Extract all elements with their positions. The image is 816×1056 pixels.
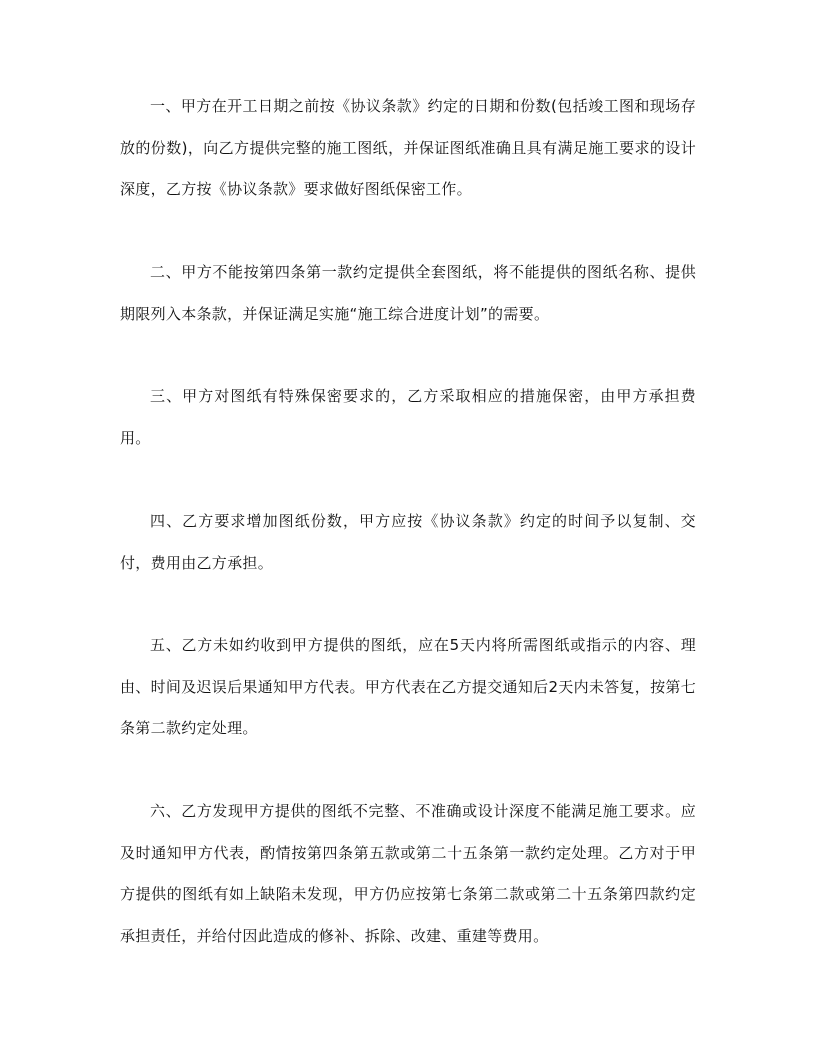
clause-paragraph-4: 四、乙方要求增加图纸份数，甲方应按《协议条款》约定的时间予以复制、交付，费用由乙方承担。 <box>120 512 696 572</box>
clause-paragraph-2: 二、甲方不能按第四条第一款约定提供全套图纸，将不能提供的图纸名称、提供期限列入本条款，并保证满足实施“施工综合进度计划”的需要。 <box>120 263 696 323</box>
clause-paragraph-1: 一、甲方在开工日期之前按《协议条款》约定的日期和份数(包括竣工图和现场存放的份数)，向乙方提供完整的施工图纸，并保证图纸准确且具有满足施工要求的设计深度，乙方按《协议条款》要求做好图纸保密工作。 <box>120 97 696 198</box>
clause-paragraph-6: 六、乙方发现甲方提供的图纸不完整、不准确或设计深度不能满足施工要求。应及时通知甲方代表，酌情按第四条第五款或第二十五条第一款约定处理。乙方对于甲方提供的图纸有如上缺陷未发现，甲方仍应按第七条第二款或第二十五条第四款约定承担责任，并给付因此造成的修补、拆除、改建、重建等费用。 <box>120 802 696 945</box>
clause-paragraph-3: 三、甲方对图纸有特殊保密要求的，乙方采取相应的措施保密，由甲方承担费用。 <box>120 387 696 447</box>
clause-paragraph-5: 五、乙方未如约收到甲方提供的图纸，应在5天内将所需图纸或指示的内容、理由、时间及迟误后果通知甲方代表。甲方代表在乙方提交通知后2天内未答复，按第七条第二款约定处理。 <box>120 636 696 737</box>
